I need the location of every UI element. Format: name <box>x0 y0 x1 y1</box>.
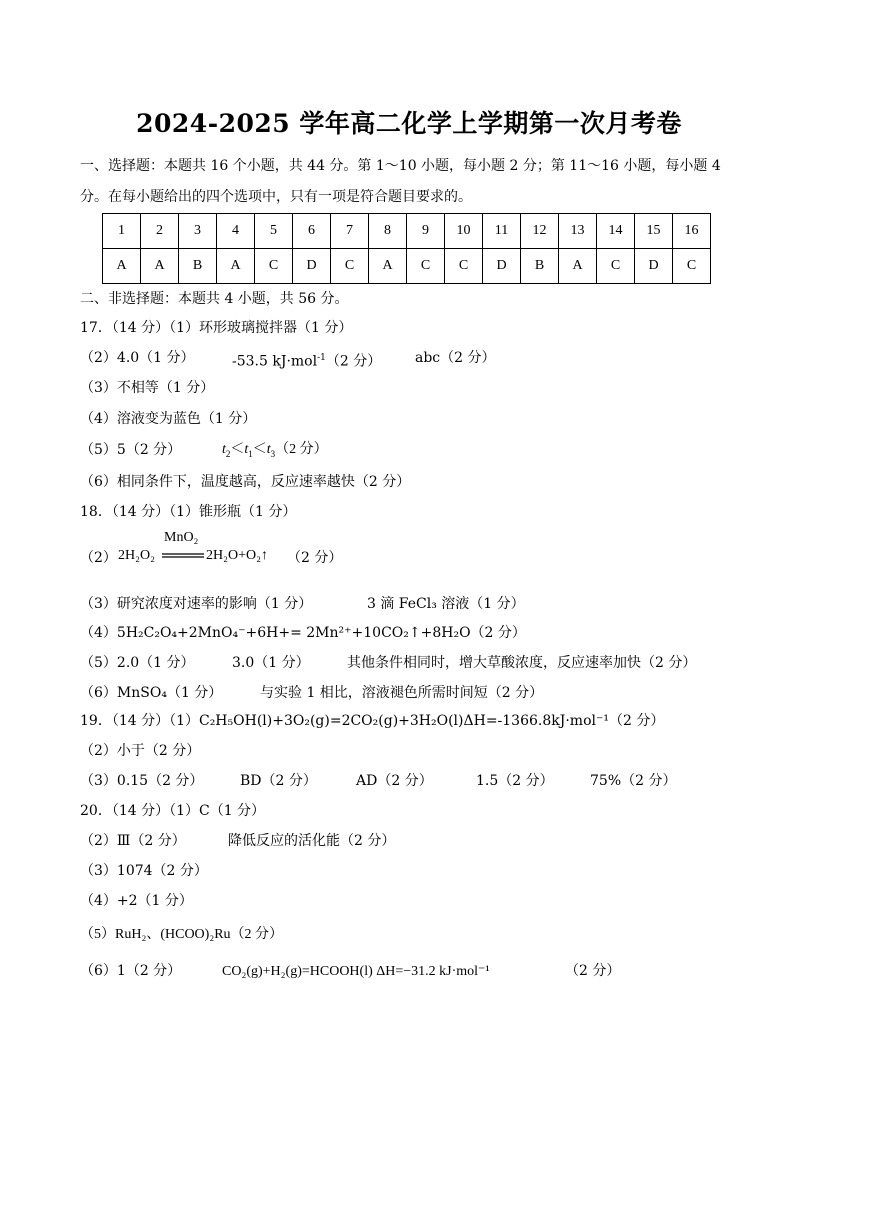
q20-part6-c: （2 分） <box>565 963 621 979</box>
question-number-cell: 11 <box>483 214 521 249</box>
answer-cell: D <box>293 249 331 284</box>
q17-t2: t <box>222 442 226 457</box>
q20-part6-b: CO₂(g)+H₂(g)=HCOOH(l) ΔH=−31.2 kJ·mol⁻¹ <box>222 964 490 979</box>
q18-part2-label: （2） <box>80 550 117 566</box>
answer-cell: A <box>141 249 179 284</box>
answer-cell: A <box>369 249 407 284</box>
question-number-cell: 9 <box>407 214 445 249</box>
question-number-row <box>103 214 711 249</box>
q20-part5: （5）RuH₂、(HCOO)₂Ru（2 分） <box>80 927 284 942</box>
q18-part6-a: （6）MnSO₄（1 分） <box>80 685 223 701</box>
answer-cell: A <box>103 249 141 284</box>
q17-part2-b-exponent: -1 <box>317 353 326 363</box>
answer-cell: D <box>483 249 521 284</box>
q20-part2-a: （2）Ⅲ（2 分） <box>80 833 186 849</box>
q19-part3-a: （3）0.15（2 分） <box>80 773 204 789</box>
answer-table <box>102 213 711 284</box>
q18-catalyst: MnO₂ <box>164 530 199 545</box>
answer-cell: A <box>559 249 597 284</box>
q17-t3-sub: 3 <box>270 448 276 459</box>
q18-part5-a: （5）2.0（1 分） <box>80 655 195 671</box>
answer-cell: C <box>445 249 483 284</box>
answer-cell: C <box>331 249 369 284</box>
answer-cell: A <box>217 249 255 284</box>
q19-part3-e: 75%（2 分） <box>590 773 677 789</box>
answer-cell: C <box>407 249 445 284</box>
equals-arrow-icon <box>162 552 204 560</box>
q19-part2: （2）小于（2 分） <box>80 743 201 759</box>
q18-head: 18．（14 分）（1）锥形瓶（1 分） <box>80 504 297 520</box>
q18-part2-score: （2 分） <box>287 550 343 566</box>
q17-lt-1: ＜ <box>230 442 245 457</box>
question-number-cell: 5 <box>255 214 293 249</box>
q20-part3: （3）1074（2 分） <box>80 863 208 879</box>
q19-part3-d: 1.5（2 分） <box>476 773 554 789</box>
question-number-cell: 8 <box>369 214 407 249</box>
q18-reactant: 2H₂O₂ <box>118 548 155 563</box>
q17-t3: t <box>266 442 271 457</box>
q17-part3: （3）不相等（1 分） <box>80 380 215 396</box>
q17-t1-sub: 1 <box>248 448 253 459</box>
q17-part2-a: （2）4.0（1 分） <box>80 350 195 366</box>
question-number-cell: 12 <box>521 214 559 249</box>
q20-part6-a: （6）1（2 分） <box>80 963 182 979</box>
q18-part3-a: （3）研究浓度对速率的影响（1 分） <box>80 596 313 612</box>
answer-cell: B <box>521 249 559 284</box>
answer-cell: C <box>255 249 293 284</box>
section1-instructions-line1: 一、选择题：本题共 16 个小题，共 44 分。第 1～10 小题，每小题 2 分；第 11～16 小题，每小题 4 <box>80 158 721 174</box>
q17-t2-sub: 2 <box>225 448 231 459</box>
q17-part2-b <box>232 348 381 372</box>
q20-part2-b: 降低反应的活化能（2 分） <box>228 833 396 849</box>
question-number-cell: 2 <box>141 214 179 249</box>
q18-part5-c: 其他条件相同时，增大草酸浓度，反应速率加快（2 分） <box>347 655 697 671</box>
q19-part3-c: AD（2 分） <box>356 773 433 789</box>
answer-cell: D <box>635 249 673 284</box>
question-number-cell: 6 <box>293 214 331 249</box>
answer-cell: B <box>179 249 217 284</box>
question-number-cell: 14 <box>597 214 635 249</box>
question-number-cell: 3 <box>179 214 217 249</box>
q18-part3-b: 3 滴 FeCl₃ 溶液（1 分） <box>367 596 525 612</box>
q18-part6-b: 与实验 1 相比，溶液褪色所需时间短（2 分） <box>260 685 544 701</box>
q18-part5-b: 3.0（1 分） <box>232 655 310 671</box>
q17-lt-2: ＜ <box>252 442 267 457</box>
question-number-cell: 16 <box>673 214 711 249</box>
question-number-cell: 4 <box>217 214 255 249</box>
q17-part6: （6）相同条件下，温度越高，反应速率越快（2 分） <box>80 474 411 490</box>
q17-part2-b-score: （2 分） <box>325 353 382 370</box>
q17-part5-a: （5）5（2 分） <box>80 442 182 458</box>
section2-instructions: 二、非选择题：本题共 4 小题，共 56 分。 <box>80 291 349 307</box>
q17-part5-b <box>222 440 328 464</box>
q17-part2-c: abc（2 分） <box>415 350 496 366</box>
question-number-cell: 13 <box>559 214 597 249</box>
q18-products: 2H₂O+O₂↑ <box>206 548 268 563</box>
answer-row <box>103 249 711 284</box>
question-number-cell: 10 <box>445 214 483 249</box>
q19-head: 19．（14 分）（1）C₂H₅OH(l)+3O₂(g)=2CO₂(g)+3H₂O(l)ΔH=-1366.8kJ·mol⁻¹（2 分） <box>80 713 665 729</box>
q17-head: 17．（14 分）（1）环形玻璃搅拌器（1 分） <box>80 320 353 336</box>
section1-instructions-line2: 分。在每小题给出的四个选项中，只有一项是符合题目要求的。 <box>80 189 472 205</box>
q20-head: 20．（14 分）（1）C（1 分） <box>80 803 266 819</box>
q17-part2-b-value: -53.5 kJ·mol <box>232 353 318 370</box>
question-number-cell: 1 <box>103 214 141 249</box>
q17-part5-b-score: （2 分） <box>275 442 328 457</box>
question-number-cell: 7 <box>331 214 369 249</box>
q20-part4: （4）+2（1 分） <box>80 893 193 909</box>
question-number-cell: 15 <box>635 214 673 249</box>
q18-part4: （4）5H₂C₂O₄+2MnO₄⁻+6H+= 2Mn²⁺+10CO₂↑+8H₂O（2 分） <box>80 625 526 641</box>
q17-part4: （4）溶液变为蓝色（1 分） <box>80 411 257 427</box>
answer-cell: C <box>597 249 635 284</box>
page-title: 2024-2025 学年高二化学上学期第一次月考卷 <box>136 109 682 138</box>
q19-part3-b: BD（2 分） <box>240 773 317 789</box>
answer-cell: C <box>673 249 711 284</box>
q17-t1: t <box>244 442 249 457</box>
